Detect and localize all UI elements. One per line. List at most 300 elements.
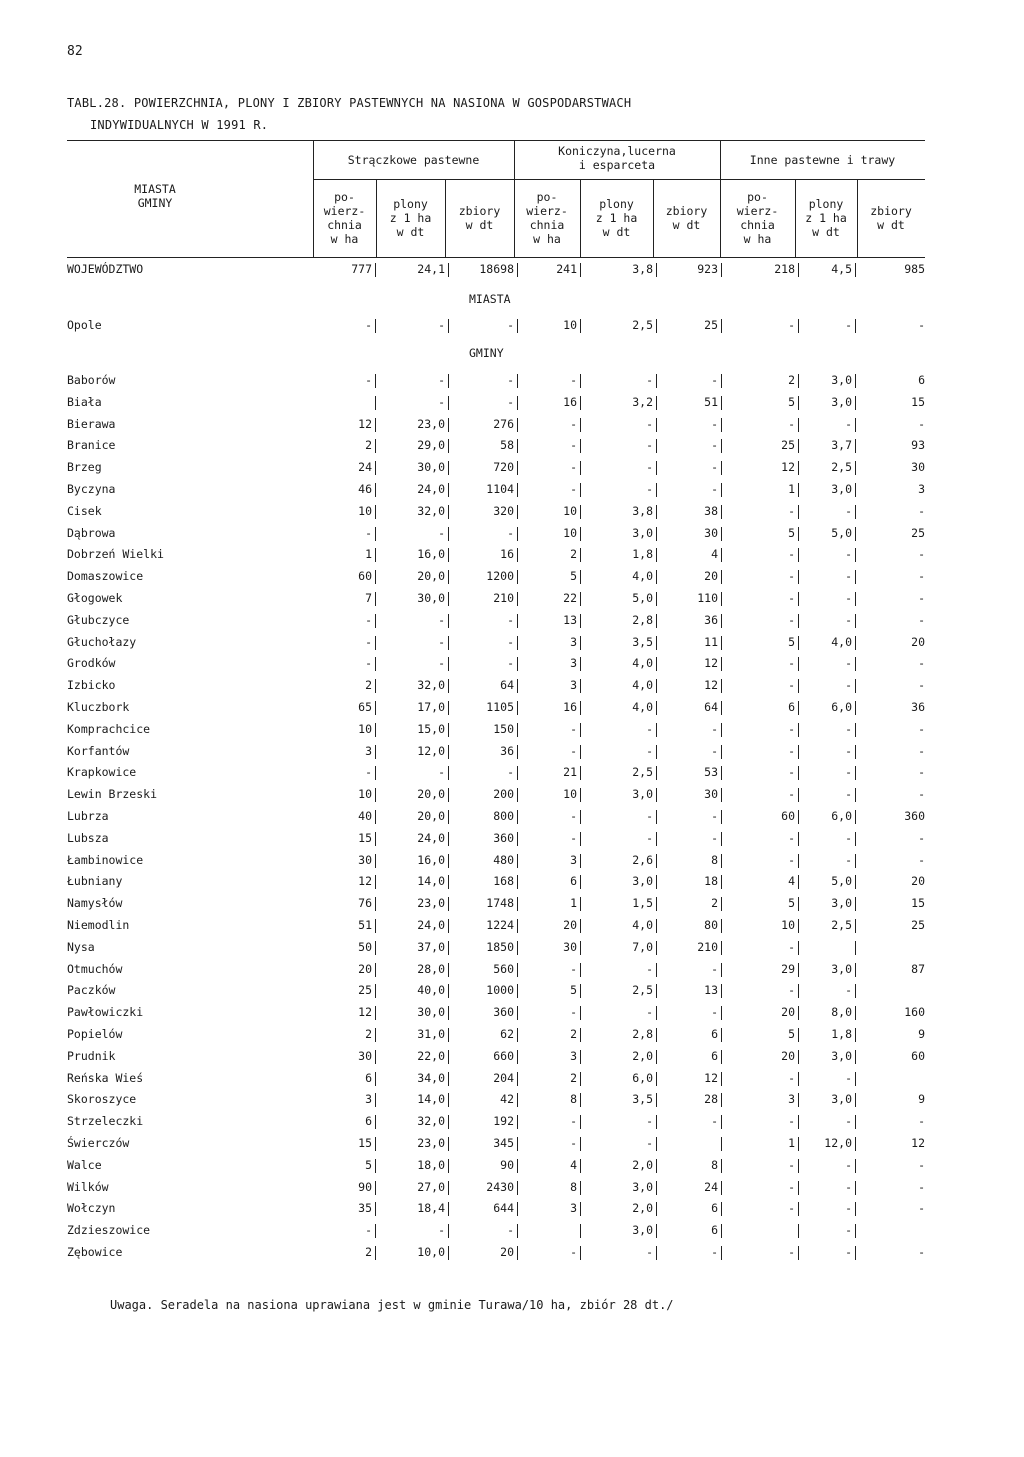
table-cell: 923 [697, 262, 718, 276]
table-cell: 25 [704, 318, 718, 332]
table-cell: 5 [570, 569, 577, 584]
table-cell: 2 [570, 547, 577, 562]
table-cell: 10 [781, 918, 795, 932]
table-cell: - [918, 1179, 925, 1194]
table-row-label: Opole [67, 318, 102, 332]
table-cell: 3,0 [632, 874, 653, 889]
table-cell: 4,0 [632, 678, 653, 693]
table-cell: 1,8 [831, 1027, 852, 1041]
table-row-label: Izbicko [67, 678, 116, 693]
table-cell: - [845, 678, 852, 693]
table-cell: 18698 [479, 262, 514, 276]
header-top-rule [67, 140, 925, 141]
table-cell: 3,5 [632, 1092, 653, 1107]
table-cell: 1105 [486, 700, 514, 714]
table-row-label: Skoroszyce [67, 1092, 137, 1107]
table-cell: 3,0 [831, 1092, 852, 1107]
table-row-label: Zdzieszowice [67, 1223, 151, 1238]
table-row-label: Paczków [67, 983, 116, 998]
table-cell: 23,0 [417, 416, 445, 431]
table-row-label: Łubniany [67, 874, 123, 889]
table-cell: - [711, 1114, 718, 1129]
table-cell: 8 [570, 1179, 577, 1194]
table-cell: 36 [704, 612, 718, 627]
table-cell: 10 [563, 787, 577, 802]
table-cell: 5,0 [632, 591, 653, 605]
table-cell: 8 [711, 1157, 718, 1172]
table-cell: 30,0 [417, 1005, 445, 1020]
table-cell: 22,0 [417, 1048, 445, 1063]
table-cell: 6 [711, 1027, 718, 1041]
table-cell: 2 [711, 896, 718, 911]
table-cell: - [438, 525, 445, 540]
table-cell: - [438, 373, 445, 387]
table-cell: - [845, 612, 852, 627]
table-cell: - [788, 591, 795, 605]
table-title: TABL.28. POWIERZCHNIA, PLONY I ZBIORY PASTEWNYCH NA NASIONA W GOSPODARSTWACH [67, 96, 632, 110]
table-cell: 20 [500, 1245, 514, 1259]
table-cell: 3,0 [632, 1223, 653, 1238]
table-row-label: Głogowek [67, 591, 123, 605]
table-cell: 218 [774, 262, 795, 276]
table-cell: - [570, 373, 577, 387]
table-cell: - [646, 830, 653, 845]
table-cell: 15 [911, 394, 925, 409]
table-cell: 10 [358, 787, 372, 802]
table-row-label: Lewin Brzeski [67, 787, 158, 802]
table-cell: 36 [500, 743, 514, 758]
table-row-label: Komprachcice [67, 721, 151, 736]
table-cell: - [646, 961, 653, 976]
cell-separator [656, 1137, 657, 1151]
table-cell: 10 [563, 525, 577, 540]
table-cell: - [711, 721, 718, 736]
page-number: 82 [67, 44, 83, 59]
table-cell: 64 [500, 678, 514, 693]
table-cell: 3,8 [632, 503, 653, 518]
table-cell: - [918, 591, 925, 605]
table-cell: 241 [556, 262, 577, 276]
table-cell: 35 [358, 1201, 372, 1216]
table-row-label: Wilków [67, 1179, 109, 1194]
table-cell: - [365, 1223, 372, 1238]
table-cell: - [918, 830, 925, 845]
table-cell: 32,0 [417, 503, 445, 518]
table-cell: - [570, 482, 577, 496]
table-cell: - [570, 416, 577, 431]
table-cell: 6 [918, 373, 925, 387]
table-cell: 10 [563, 503, 577, 518]
table-cell: 5 [788, 634, 795, 649]
table-cell: 31,0 [417, 1027, 445, 1041]
table-cell: 5 [365, 1157, 372, 1172]
table-cell: - [788, 1179, 795, 1194]
table-cell: 24 [358, 460, 372, 475]
table-cell: 60 [781, 809, 795, 823]
table-cell: 2 [788, 373, 795, 387]
table-cell: - [711, 1005, 718, 1020]
table-cell: - [365, 656, 372, 671]
table-cell: 30,0 [417, 591, 445, 605]
table-cell: 40 [358, 809, 372, 823]
table-cell: - [918, 547, 925, 562]
table-cell: 644 [493, 1201, 514, 1216]
table-cell: - [646, 1136, 653, 1150]
table-cell: 5 [788, 1027, 795, 1041]
table-cell: - [507, 394, 514, 409]
table-row-label: Branice [67, 438, 116, 453]
table-cell: - [646, 482, 653, 496]
table-cell: - [438, 1223, 445, 1238]
table-cell: - [646, 1114, 653, 1129]
table-cell: 160 [904, 1005, 925, 1020]
table-cell: - [570, 460, 577, 475]
table-row-label: Głuchołazy [67, 634, 137, 649]
table-cell: 12 [704, 656, 718, 671]
table-row-label: Biała [67, 394, 102, 409]
table-cell: 3,7 [831, 438, 852, 453]
table-cell: 14,0 [417, 1092, 445, 1107]
table-cell: - [918, 1157, 925, 1172]
column-header: po- wierz- chnia w ha [323, 190, 366, 246]
table-cell: 2 [570, 1070, 577, 1085]
table-cell: 200 [493, 787, 514, 802]
column-group-header: Inne pastewne i trawy [749, 153, 896, 167]
table-cell: - [788, 1114, 795, 1129]
table-cell: - [845, 503, 852, 518]
table-cell: 46 [358, 482, 372, 496]
table-row-label: Namysłów [67, 896, 123, 911]
table-cell: 2,5 [632, 318, 653, 332]
table-cell: - [918, 743, 925, 758]
table-cell: 12 [911, 1136, 925, 1150]
table-cell: 4 [788, 874, 795, 889]
table-cell: - [711, 743, 718, 758]
column-header: zbiory w dt [870, 204, 912, 232]
table-cell: - [570, 743, 577, 758]
table-cell: 30 [358, 852, 372, 867]
table-cell: - [438, 612, 445, 627]
table-cell: 13 [704, 983, 718, 998]
table-cell: 2,0 [632, 1048, 653, 1063]
table-cell: - [788, 787, 795, 802]
table-title-continued: INDYWIDUALNYCH W 1991 R. [90, 118, 269, 132]
table-cell: - [570, 830, 577, 845]
table-cell: - [711, 1245, 718, 1259]
total-row-label: WOJEWÓDZTWO [67, 262, 144, 276]
table-cell: - [788, 1070, 795, 1085]
table-cell: 36 [911, 700, 925, 714]
table-cell: 4 [570, 1157, 577, 1172]
table-cell: - [845, 1179, 852, 1194]
table-cell: - [570, 1005, 577, 1020]
table-cell: - [845, 743, 852, 758]
table-cell: 3,0 [831, 482, 852, 496]
table-cell: 1,5 [632, 896, 653, 911]
table-cell: 7,0 [632, 939, 653, 954]
table-cell: 2,0 [632, 1157, 653, 1172]
table-cell: 5,0 [831, 525, 852, 540]
table-cell: 16,0 [417, 852, 445, 867]
table-cell: - [646, 416, 653, 431]
table-cell: - [918, 656, 925, 671]
table-cell: - [711, 830, 718, 845]
table-cell: 29 [781, 961, 795, 976]
table-cell: - [788, 1245, 795, 1259]
table-cell: 6,0 [632, 1070, 653, 1085]
table-cell: 10 [563, 318, 577, 332]
table-cell: 5 [788, 896, 795, 911]
table-cell: - [788, 416, 795, 431]
table-cell: 3 [570, 852, 577, 867]
table-cell: 58 [500, 438, 514, 453]
table-cell: 3,2 [632, 394, 653, 409]
table-cell: 1 [788, 482, 795, 496]
table-cell: 50 [358, 939, 372, 954]
table-row-label: Walce [67, 1157, 102, 1172]
table-cell: 560 [493, 961, 514, 976]
table-cell: 64 [704, 700, 718, 714]
table-cell: - [788, 1201, 795, 1216]
table-cell: 18 [704, 874, 718, 889]
table-cell: - [646, 438, 653, 453]
table-cell: 6 [711, 1201, 718, 1216]
table-row-label: Prudnik [67, 1048, 116, 1063]
table-cell: 93 [911, 438, 925, 453]
table-cell: 6,0 [831, 700, 852, 714]
table-cell: - [570, 961, 577, 976]
table-cell: - [711, 482, 718, 496]
table-cell: 1 [788, 1136, 795, 1150]
group-rule [313, 179, 925, 180]
table-row-label: Baborów [67, 373, 116, 387]
table-row-label: Grodków [67, 656, 116, 671]
cell-separator [721, 1224, 722, 1238]
table-cell: 30,0 [417, 460, 445, 475]
table-cell: 9 [918, 1027, 925, 1041]
table-cell: 20,0 [417, 787, 445, 802]
table-cell: - [711, 438, 718, 453]
table-cell: - [365, 612, 372, 627]
table-cell: 8,0 [831, 1005, 852, 1020]
table-cell: 20,0 [417, 809, 445, 823]
table-cell: 3 [570, 1201, 577, 1216]
table-cell: 25 [911, 525, 925, 540]
table-cell: 3 [570, 1048, 577, 1063]
table-cell: - [788, 569, 795, 584]
table-cell: 8 [570, 1092, 577, 1107]
table-row-label: Lubsza [67, 830, 109, 845]
table-cell: 6 [711, 1223, 718, 1238]
table-cell: 20 [781, 1048, 795, 1063]
table-cell: 985 [904, 262, 925, 276]
table-cell: 5 [788, 394, 795, 409]
table-cell: - [788, 678, 795, 693]
table-cell: 6 [788, 700, 795, 714]
table-cell: - [646, 1005, 653, 1020]
table-row-label: Lubrza [67, 809, 109, 823]
table-cell: - [507, 656, 514, 671]
table-cell: - [438, 634, 445, 649]
table-cell: - [918, 1201, 925, 1216]
table-cell: - [918, 416, 925, 431]
table-cell: 110 [697, 591, 718, 605]
table-cell: - [845, 547, 852, 562]
table-row-label: Pawłowiczki [67, 1005, 144, 1020]
table-cell: 42 [500, 1092, 514, 1107]
table-cell: 1,8 [632, 547, 653, 562]
table-cell: 3 [570, 678, 577, 693]
table-cell: - [788, 765, 795, 780]
table-cell: 345 [493, 1136, 514, 1150]
table-cell: 34,0 [417, 1070, 445, 1085]
table-cell: 4,0 [632, 569, 653, 584]
table-cell: - [365, 525, 372, 540]
table-cell: 23,0 [417, 896, 445, 911]
table-row-label: Niemodlin [67, 918, 130, 932]
table-row-label: Otmuchów [67, 961, 123, 976]
table-cell: 32,0 [417, 1114, 445, 1129]
table-cell: - [507, 1223, 514, 1238]
table-cell: - [788, 743, 795, 758]
table-cell: 60 [358, 569, 372, 584]
table-cell: 1850 [486, 939, 514, 954]
table-cell: 24,0 [417, 918, 445, 932]
table-cell: - [570, 721, 577, 736]
table-cell: - [918, 765, 925, 780]
table-cell: 60 [911, 1048, 925, 1063]
table-cell: 4,5 [831, 262, 852, 276]
table-cell: 2,5 [831, 918, 852, 932]
table-cell: 1200 [486, 569, 514, 584]
table-cell: 16 [563, 700, 577, 714]
table-cell: - [788, 852, 795, 867]
table-cell: 90 [358, 1179, 372, 1194]
column-header: plony z 1 ha w dt [805, 197, 847, 239]
table-row-label: Byczyna [67, 482, 116, 496]
table-cell: 3 [570, 656, 577, 671]
table-cell: 777 [351, 262, 372, 276]
table-cell: 20 [704, 569, 718, 584]
table-cell: 276 [493, 416, 514, 431]
table-row-label: Łambinowice [67, 852, 144, 867]
table-cell: 360 [493, 1005, 514, 1020]
table-cell: - [845, 1114, 852, 1129]
table-cell: 12 [358, 416, 372, 431]
table-cell: 360 [493, 830, 514, 845]
table-cell: 18,0 [417, 1157, 445, 1172]
table-cell: 2 [365, 1027, 372, 1041]
table-cell: 2 [365, 438, 372, 453]
table-row-label: Dobrzeń Wielki [67, 547, 164, 562]
table-cell: 1104 [486, 482, 514, 496]
table-cell: 76 [358, 896, 372, 911]
table-cell: 2,5 [632, 983, 653, 998]
table-cell: 3,0 [831, 896, 852, 911]
table-cell: - [845, 569, 852, 584]
table-cell: 24,0 [417, 830, 445, 845]
table-cell: 10,0 [417, 1245, 445, 1259]
table-cell: - [845, 318, 852, 332]
table-cell: 3,0 [632, 1179, 653, 1194]
table-cell: - [788, 547, 795, 562]
table-cell: - [918, 1245, 925, 1259]
table-cell: 9 [918, 1092, 925, 1107]
table-row-label: Brzeg [67, 460, 102, 475]
table-cell: - [845, 852, 852, 867]
table-cell: 24 [704, 1179, 718, 1194]
table-cell: - [918, 503, 925, 518]
table-cell: 20,0 [417, 569, 445, 584]
table-cell: 168 [493, 874, 514, 889]
table-cell: - [918, 612, 925, 627]
header-bottom-rule [67, 257, 925, 258]
table-cell: 14,0 [417, 874, 445, 889]
table-cell: - [646, 721, 653, 736]
table-cell: 12 [781, 460, 795, 475]
table-cell: 3,0 [831, 1048, 852, 1063]
table-cell: - [570, 1245, 577, 1259]
table-cell: 16 [563, 394, 577, 409]
table-cell: - [646, 743, 653, 758]
table-cell: - [507, 373, 514, 387]
table-cell: 2,0 [632, 1201, 653, 1216]
table-row-label: Dąbrowa [67, 525, 116, 540]
table-cell: 1000 [486, 983, 514, 998]
table-cell: 20 [911, 634, 925, 649]
table-cell: - [365, 634, 372, 649]
table-cell: - [845, 416, 852, 431]
table-cell: 800 [493, 809, 514, 823]
table-cell: 3 [918, 482, 925, 496]
cell-separator [855, 1072, 856, 1086]
section-heading-gminy: GMINY [469, 346, 504, 360]
table-row-label: Reńska Wieś [67, 1070, 144, 1085]
table-cell: 11 [704, 634, 718, 649]
column-header: po- wierz- chnia w ha [526, 190, 568, 246]
table-cell: - [646, 1245, 653, 1259]
table-cell: - [507, 634, 514, 649]
table-cell: 87 [911, 961, 925, 976]
table-cell: - [845, 1070, 852, 1085]
table-cell: 3,0 [831, 394, 852, 409]
table-cell: - [918, 569, 925, 584]
table-cell: - [788, 503, 795, 518]
table-cell: 38 [704, 503, 718, 518]
table-cell: - [845, 721, 852, 736]
table-cell: 12,0 [417, 743, 445, 758]
table-cell: 20 [358, 961, 372, 976]
column-header: plony z 1 ha w dt [389, 197, 432, 239]
table-cell: 16,0 [417, 547, 445, 562]
table-cell: 30 [704, 787, 718, 802]
table-cell: 3,0 [632, 787, 653, 802]
table-cell: - [918, 721, 925, 736]
table-cell: 25 [358, 983, 372, 998]
table-cell: 28 [704, 1092, 718, 1107]
table-cell: - [788, 983, 795, 998]
table-cell: 37,0 [417, 939, 445, 954]
table-cell: - [845, 656, 852, 671]
table-cell: 6 [365, 1114, 372, 1129]
table-row-label: Cisek [67, 503, 102, 518]
table-cell: - [438, 765, 445, 780]
table-cell: 2,8 [632, 612, 653, 627]
table-cell: 30 [358, 1048, 372, 1063]
table-cell: - [845, 1245, 852, 1259]
table-cell: - [918, 787, 925, 802]
table-cell: - [788, 939, 795, 954]
